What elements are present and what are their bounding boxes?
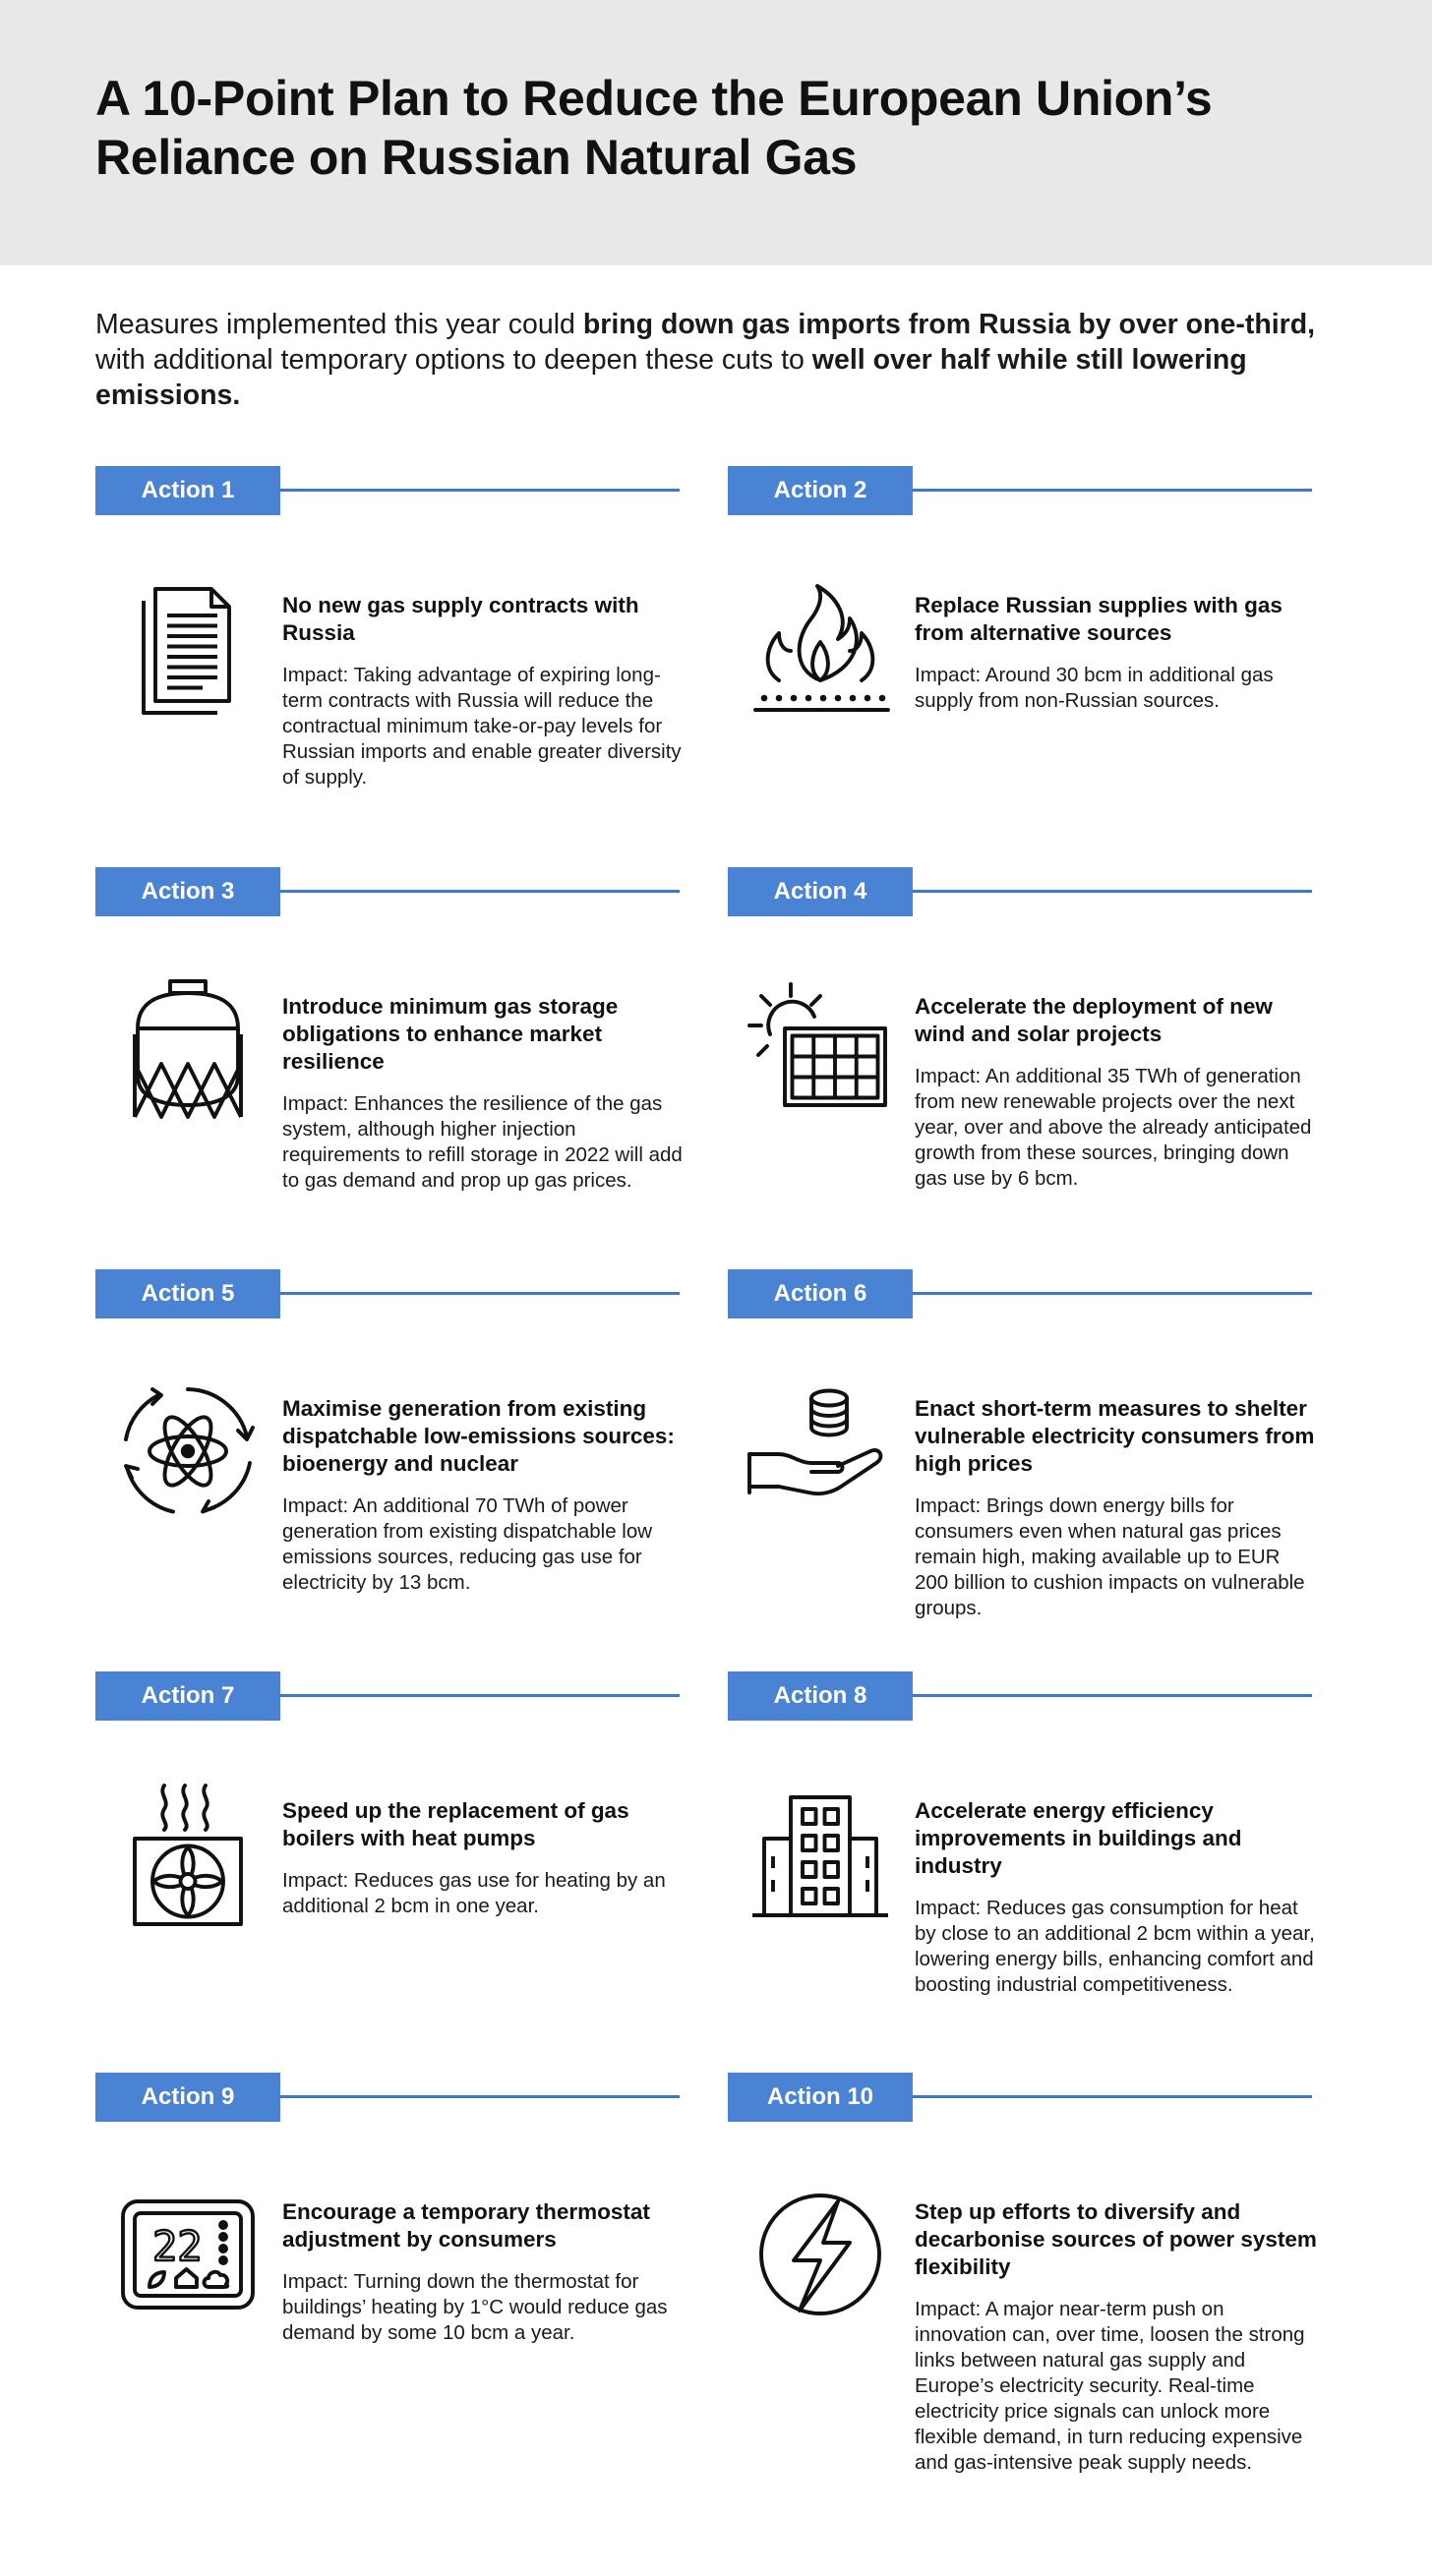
action-heading: No new gas supply contracts with Russia [282,593,639,645]
action-card-3 [95,867,686,1260]
action-badge: Action 9 [95,2073,280,2122]
action-card-8 [728,1671,1318,2065]
action-card-4 [728,867,1318,1260]
action-badge: Action 10 [728,2073,913,2122]
action-card-9 [95,2073,686,2466]
divider [280,1292,680,1295]
divider [913,1292,1312,1295]
action-impact: Impact: Turning down the thermostat for buildings’ heating by 1°C would reduce gas demand by some 10 bcm a year. [282,2270,668,2344]
action-badge: Action 3 [95,867,280,916]
intro-highlight: well over half while still lowering emissions. [95,344,1247,411]
intro-text: Measures implemented this year could [95,309,583,340]
hand-coins-icon [728,1377,913,1525]
divider [913,2095,1312,2098]
solar-panel-icon [728,975,913,1123]
lightning-bolt-icon [728,2181,913,2328]
divider [280,489,680,492]
action-badge: Action 8 [728,1671,913,1721]
action-impact: Impact: An additional 70 TWh of power generation from existing dispatchable low emissions sources, reducing gas use for electricity by 13 bcm. [282,1494,653,1594]
divider [913,1694,1312,1697]
action-impact: Impact: Enhances the resilience of the gas system, although higher injection requirements to refill storage in 2022 will add to gas demand and prop up gas prices. [282,1092,683,1192]
action-heading: Maximise generation from existing dispatchable low-emissions sources: bioenergy and nuclear [282,1396,675,1476]
divider [280,890,680,893]
gas-flame-icon [728,574,913,722]
action-impact: Impact: An additional 35 TWh of generation from new renewable projects over the next year, over and above the already anticipated growth from these sources, bringing down gas use by 6 bcm. [915,1065,1312,1190]
action-impact: Impact: Around 30 bcm in additional gas supply from non-Russian sources. [915,664,1274,712]
action-impact: Impact: Reduces gas use for heating by an additional 2 bcm in one year. [282,1869,666,1917]
action-heading: Replace Russian supplies with gas from alternative sources [915,593,1283,645]
action-heading: Accelerate energy efficiency improvements in buildings and industry [915,1798,1242,1878]
action-badge: Action 5 [95,1269,280,1318]
document-icon [95,574,280,722]
intro-text: with additional temporary options to deepen these cuts to [95,344,812,376]
action-card-7 [95,1671,686,2065]
action-heading: Speed up the replacement of gas boilers with heat pumps [282,1798,629,1850]
action-impact: Impact: Taking advantage of expiring long-term contracts with Russia will reduce the contractual minimum take-or-pay levels for Russian imports and enable greater diversity of supply. [282,664,682,789]
action-badge: Action 7 [95,1671,280,1721]
action-heading: Accelerate the deployment of new wind and solar projects [915,994,1273,1046]
thermostat-display: 22 [152,2222,203,2270]
action-card-2 [728,466,1318,859]
atom-cycle-icon [95,1377,280,1525]
action-card-10 [728,2073,1318,2474]
gas-storage-tank-icon [95,975,280,1123]
divider [913,890,1312,893]
page-title: A 10-Point Plan to Reduce the European Union’s Reliance on Russian Natural Gas [95,71,1213,185]
action-impact: Impact: A major near-term push on innovation can, over time, loosen the strong links between natural gas supply and Europe’s electricity security. Real-time electricity price signals can unlock more flexible demand, in turn reducing expensive and gas-intensive peak supply needs. [915,2298,1305,2474]
intro-paragraph [95,307,1335,413]
action-impact: Impact: Brings down energy bills for consumers even when natural gas prices remain high, making available up to EUR 200 billion to cushion impacts on vulnerable groups. [915,1494,1305,1619]
action-badge: Action 2 [728,466,913,515]
action-heading: Encourage a temporary thermostat adjustment by consumers [282,2199,650,2252]
building-icon [728,1780,913,1927]
heat-pump-icon [95,1780,280,1927]
divider [280,1694,680,1697]
action-heading: Step up efforts to diversify and decarbonise sources of power system flexibility [915,2199,1317,2279]
divider [280,2095,680,2098]
action-heading: Introduce minimum gas storage obligations to enhance market resilience [282,994,619,1074]
header-band [0,0,1432,265]
action-impact: Impact: Reduces gas consumption for heat by close to an additional 2 bcm within a year, lowering energy bills, enhancing comfort and boosting industrial competitiveness. [915,1897,1315,1996]
action-card-5 [95,1269,686,1663]
intro-highlight: bring down gas imports from Russia by over one-third, [582,309,1316,340]
action-card-6 [728,1269,1318,1663]
action-badge: Action 4 [728,867,913,916]
action-heading: Enact short-term measures to shelter vulnerable electricity consumers from high prices [915,1396,1315,1476]
action-card-1 [95,466,686,859]
action-badge: Action 6 [728,1269,913,1318]
thermostat-icon [95,2181,280,2328]
action-badge: Action 1 [95,466,280,515]
divider [913,489,1312,492]
